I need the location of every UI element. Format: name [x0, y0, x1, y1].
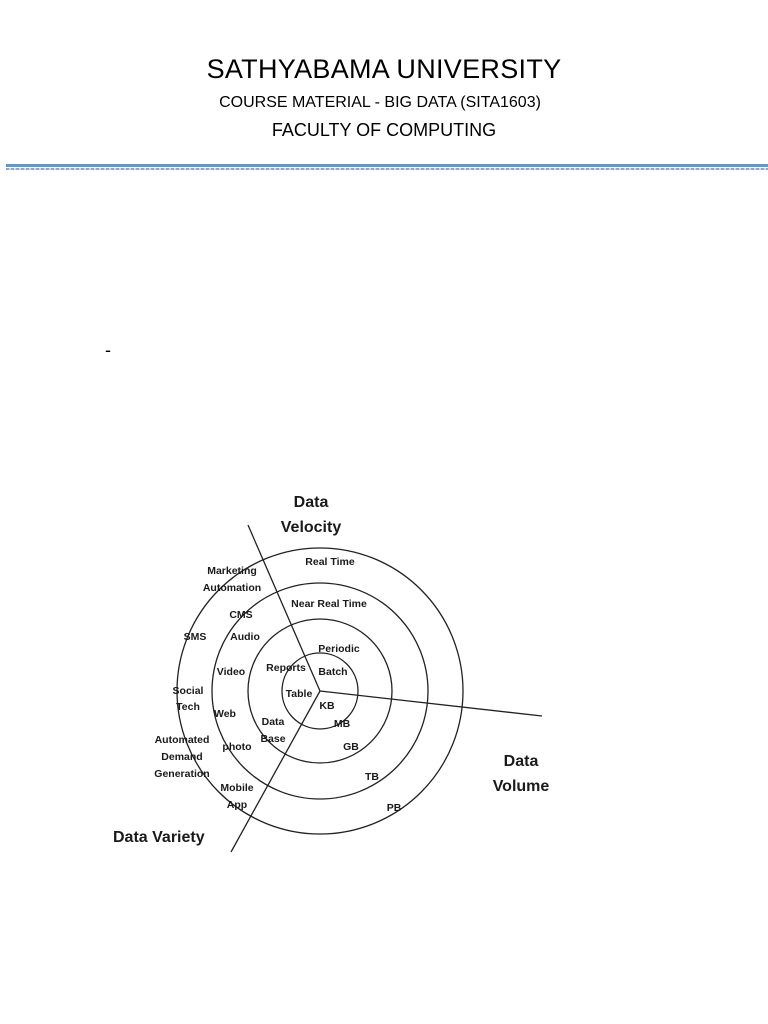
label-near-real-time: Near Real Time	[291, 598, 367, 610]
label-table: Table	[285, 688, 313, 700]
label-mobile-app-2: App	[226, 799, 248, 811]
label-pb: PB	[386, 802, 402, 814]
label-video: Video	[216, 666, 246, 678]
course-title: COURSE MATERIAL - BIG DATA (SITA1603)	[219, 94, 541, 111]
label-tb: TB	[365, 771, 379, 783]
volume-axis-line	[320, 691, 542, 716]
label-marketing-automation-2: Automation	[202, 582, 262, 594]
label-social-tech-2: Tech	[176, 701, 200, 713]
label-social-tech-1: Social	[172, 685, 204, 697]
list-dash: -	[105, 340, 111, 360]
label-web: Web	[214, 708, 236, 720]
label-data-base-1: Data	[261, 716, 285, 728]
label-data-base-2: Base	[260, 733, 286, 745]
label-cms: CMS	[229, 609, 253, 621]
velocity-axis-title-2: Velocity	[280, 519, 342, 536]
volume-axis-title-1: Data	[503, 753, 539, 770]
label-mb: MB	[333, 718, 351, 730]
velocity-axis-title-1: Data	[293, 494, 329, 511]
label-sms: SMS	[183, 631, 207, 643]
label-automated-demand-generation-1: Automated	[154, 734, 210, 746]
label-batch: Batch	[318, 666, 348, 678]
label-real-time: Real Time	[305, 556, 355, 568]
volume-axis-title-2: Volume	[492, 778, 550, 795]
label-automated-demand-generation-3: Generation	[154, 768, 210, 780]
label-periodic: Periodic	[318, 643, 360, 655]
faculty-title: FACULTY OF COMPUTING	[271, 120, 497, 140]
label-audio: Audio	[230, 631, 260, 643]
university-title: SATHYABAMA UNIVERSITY	[206, 54, 562, 84]
label-kb: KB	[319, 700, 335, 712]
label-automated-demand-generation-2: Demand	[161, 751, 203, 763]
label-mobile-app-1: Mobile	[220, 782, 254, 794]
label-gb: GB	[343, 741, 359, 753]
label-marketing-automation-1: Marketing	[207, 565, 257, 577]
label-reports: Reports	[266, 662, 306, 674]
label-photo: photo	[222, 741, 252, 753]
variety-axis-title: Data Variety	[113, 829, 205, 846]
